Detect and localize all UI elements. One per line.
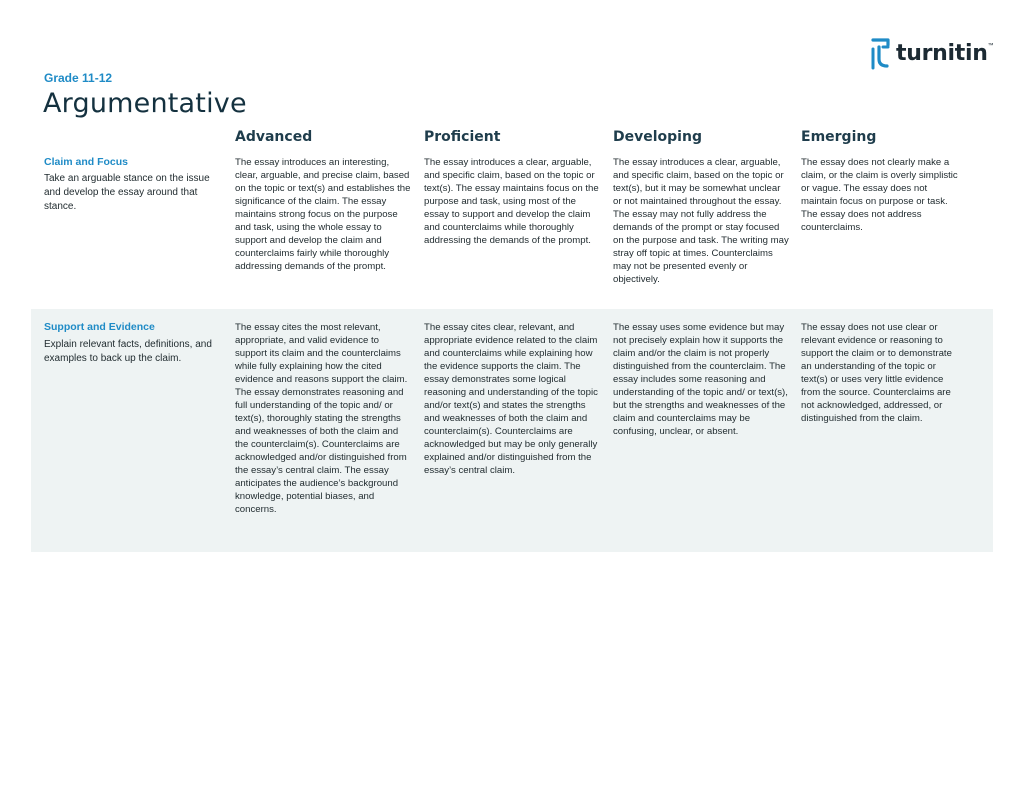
cell-support-emerging: The essay does not use clear or relevant evidence or reasoning to support the claim or to demonstrate an understanding of the topic or text(s) or uses very little evidence from the source. Counterclaims are not acknowledged, addressed, or distinguished from the claim. bbox=[801, 322, 952, 424]
column-header-advanced: Advanced bbox=[235, 129, 313, 145]
criterion-description: Take an arguable stance on the issue and develop the essay around that stance. bbox=[44, 173, 210, 212]
criterion-name: Support and Evidence bbox=[44, 321, 155, 333]
logo-trademark: ™ bbox=[987, 43, 994, 49]
column-header-proficient: Proficient bbox=[424, 129, 501, 145]
rubric-row-claim-and-focus bbox=[31, 150, 993, 308]
page-title: Argumentative bbox=[43, 88, 247, 119]
cell-support-advanced: The essay cites the most relevant, appropriate, and valid evidence to support its claim and the counterclaims while fully explaining how the cited evidence and reasons support the claim. The essay demonstrates reasoning and full understanding of the topic and/ or text(s), thoroughly stating the strengths and weaknesses of both the claim and the counterclaim(s). Counterclaims are acknowledged and/or distinguished from the essay’s central claim. The essay anticipates the audience’s background knowledge, potential biases, and concerns. bbox=[235, 322, 408, 515]
column-header-developing: Developing bbox=[613, 129, 702, 145]
cell-claim-proficient: The essay introduces a clear, arguable, and specific claim, based on the topic or text(s). The essay maintains focus on the purpose and task, using most of the essay to support and develop the claim and counterclaims while thoroughly addressing the demands of the prompt. bbox=[424, 157, 599, 246]
turnitin-logo bbox=[870, 36, 994, 72]
criterion-description: Explain relevant facts, definitions, and examples to back up the claim. bbox=[44, 339, 212, 364]
cell-support-developing: The essay uses some evidence but may not precisely explain how it supports the claim and/or the claim is not properly distinguished from the counterclaim. The essay includes some reasoning and understanding of the topic and/ or text(s), but the strengths and weaknesses of the claim and counterclaims may be confusing, unclear, or absent. bbox=[613, 322, 788, 437]
cell-claim-advanced: The essay introduces an interesting, clear, arguable, and precise claim, based on the topic or text(s) and establishes the significance of the claim. The essay maintains strong focus on the purpose and task, using the whole essay to support and develop the claim and counterclaims fairly while thoroughly addressing demands of the prompt. bbox=[235, 157, 411, 272]
cell-claim-developing: The essay introduces a clear, arguable, and specific claim, based on the topic or text(s), but it may be somewhat unclear or not maintained throughout the essay. The essay may not fully address the demands of the prompt or stay focused on the purpose and task. The writing may stray off topic at times. Counterclaims may not be presented evenly or objectively. bbox=[613, 157, 789, 285]
cell-claim-emerging: The essay does not clearly make a claim, or the claim is overly simplistic or vague. The essay does not maintain focus on purpose or task. The essay does not address counterclaims. bbox=[801, 157, 958, 233]
criterion-name: Claim and Focus bbox=[44, 156, 129, 168]
turnitin-logo-icon bbox=[870, 37, 892, 71]
column-header-emerging: Emerging bbox=[801, 129, 877, 145]
grade-label: Grade 11-12 bbox=[44, 71, 113, 85]
logo-wordmark: turnitin bbox=[896, 40, 988, 66]
rubric-row-support-and-evidence bbox=[31, 309, 993, 552]
cell-support-proficient: The essay cites clear, relevant, and appropriate evidence related to the claim and counterclaims while explaining how the evidence supports the claim. The essay demonstrates some logical reasoning and understanding of the topic and/or text(s) and states the strengths and weaknesses of both the claim and counterclaim(s). Counterclaims are acknowledged but may be only generally explained and/or distinguished from the essay’s central claim. bbox=[424, 322, 598, 476]
